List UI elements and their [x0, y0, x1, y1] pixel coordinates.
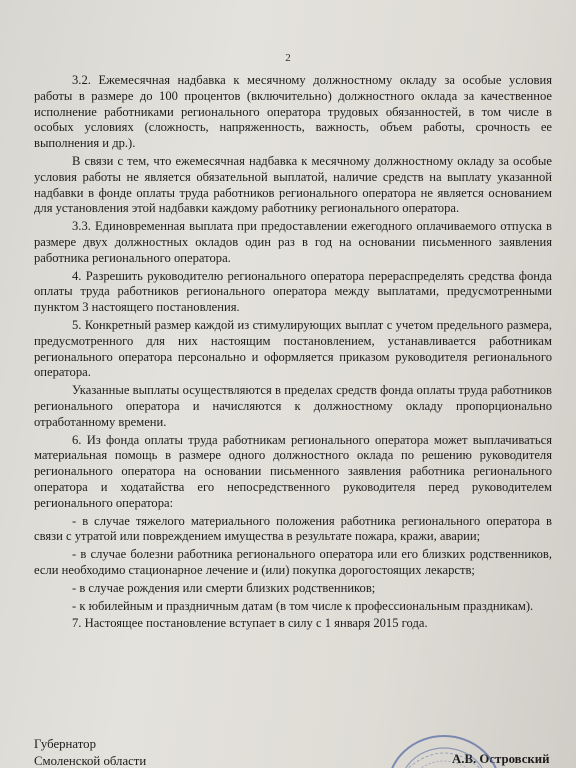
list-item-illness: - в случае болезни работника регионального оператора или его близких родственников, если необходимо стационарное лечение и (или) покупка дорогостоящих лекарств;	[34, 547, 552, 577]
page-number: 2	[285, 52, 291, 64]
paragraph-3-3: 3.3. Единовременная выплата при предоставлении ежегодного оплачиваемого отпуска в размере двух должностных окладов один раз в год на основании письменного заявления работника регионального оператора.	[34, 219, 552, 265]
list-item-birth-death: - в случае рождения или смерти близких родственников;	[72, 580, 376, 595]
paragraph-3-2-note: В связи с тем, что ежемесячная надбавка к месячному должностному окладу за особые условия работы не является обязательной выплатой, наличие средств на выплату указанной надбавки в фонде оплаты труда работников регионального оператора не является основанием для установления этой надбавки каждому работнику регионального оператора.	[34, 153, 552, 216]
list-item-fire-theft: - в случае тяжелого материального положения работника регионального оператора в связи с утратой или повреждением имущества в результате пожара, кражи, аварии;	[34, 513, 552, 544]
paragraph-5: 5. Конкретный размер каждой из стимулирующих выплат с учетом предельного размера, предусмотренного для них настоящим постановлением, устанавливается работникам регионального оператора персонально и оформляется приказом руководителя регионального оператора.	[34, 317, 552, 380]
paragraph-5-note: Указанные выплаты осуществляются в пределах средств фонда оплаты труда работников регионального оператора и начисляются к должностному окладу пропорционально отработанному времени.	[34, 383, 552, 429]
signatory-region: Смоленской области	[34, 754, 147, 768]
signatory-title: Губернатор	[34, 737, 96, 751]
paragraph-3-2: 3.2. Ежемесячная надбавка к месячному должностному окладу за особые условия работы в размере до 100 процентов (включительно) должностного оклада за качественное исполнение работниками регионального оператора трудовых обязанностей, в том числе в особых условиях (сложность, напряженность, важность, объем работы, срочность ее выполнения и др.).	[34, 73, 552, 151]
signatory-name: А.В. Островский	[452, 752, 550, 766]
list-item-anniversary: - к юбилейным и праздничным датам (в том числе к профессиональным праздникам).	[72, 598, 534, 613]
paragraph-4: 4. Разрешить руководителю регионального оператора перераспределять средства фонда оплаты труда работников регионального оператора между выплатами, предусмотренными пунктом 3 настоящего постановления.	[34, 268, 552, 315]
official-stamp	[384, 718, 504, 768]
paragraph-7: 7. Настоящее постановление вступает в силу с 1 января 2015 года.	[72, 616, 428, 631]
document-body	[34, 73, 552, 634]
paragraph-6: 6. Из фонда оплаты труда работникам регионального оператора может выплачиваться материальная помощь в размере одного должностного оклада по решению руководителя регионального оператора на основании письменного заявления работника регионального оператора и ходатайства его непосредственного руководителя перед руководителем регионального оператора:	[34, 432, 552, 510]
